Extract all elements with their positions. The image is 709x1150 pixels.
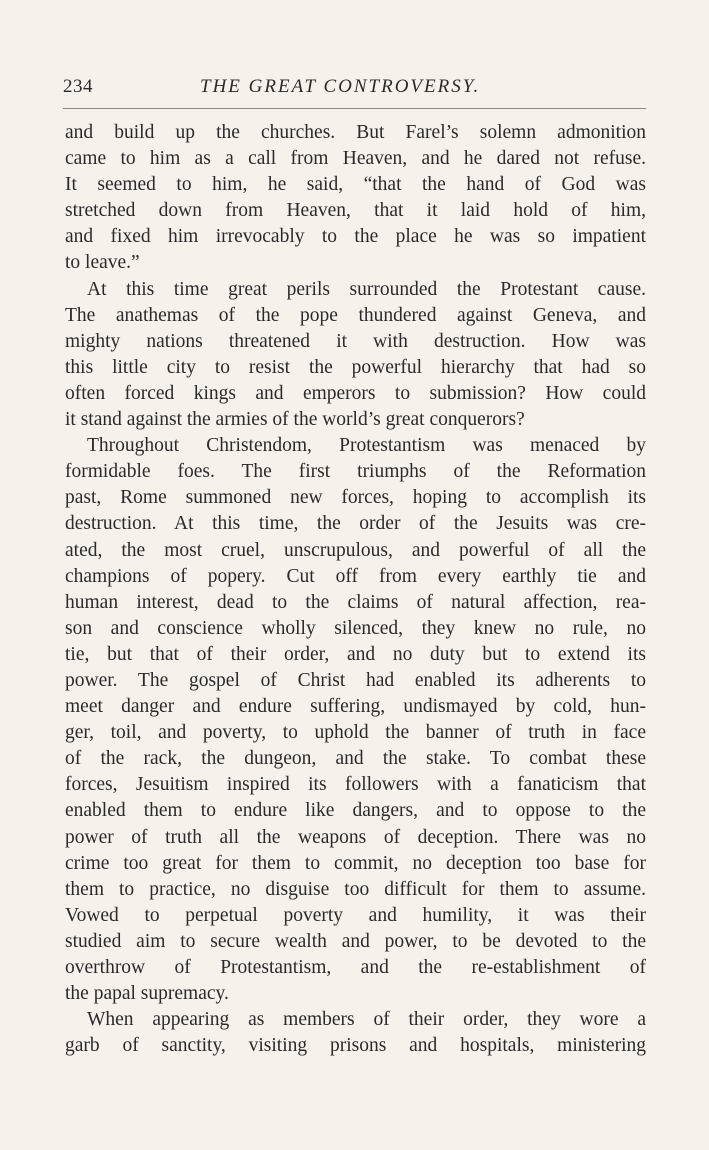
text-line: stretched down from Heaven, that it laid hold of him,	[65, 200, 646, 222]
text-line: champions of popery. Cut off from every earthly tie and	[65, 565, 646, 587]
body-text	[65, 120, 646, 1059]
text-line: When appearing as members of their order, they wore a	[87, 1009, 646, 1031]
text-line: At this time great perils surrounded the Protestant cause.	[87, 278, 646, 300]
text-line: to leave.”	[65, 252, 140, 274]
text-line: past, Rome summoned new forces, hoping to accomplish its	[65, 487, 646, 509]
text-line: garb of sanctity, visiting prisons and hospitals, ministering	[65, 1035, 646, 1057]
text-line: studied aim to secure wealth and power, to be devoted to the	[65, 930, 646, 952]
text-line: this little city to resist the powerful hierarchy that had so	[65, 356, 646, 378]
text-line: and fixed him irrevocably to the place he was so impatient	[65, 226, 646, 248]
text-line: ated, the most cruel, unscrupulous, and powerful of all the	[65, 539, 646, 561]
text-line: forces, Jesuitism inspired its followers with a fanaticism that	[65, 774, 646, 796]
text-line: meet danger and endure suffering, undismayed by cold, hun-	[65, 696, 646, 718]
text-line: ger, toil, and poverty, to uphold the banner of truth in face	[65, 722, 646, 744]
text-line: crime too great for them to commit, no deception too base for	[65, 852, 646, 874]
text-line: enabled them to endure like dangers, and to oppose to the	[65, 800, 646, 822]
text-line: The anathemas of the pope thundered against Geneva, and	[65, 304, 646, 326]
page-header	[63, 76, 646, 102]
text-line: mighty nations threatened it with destruction. How was	[65, 330, 646, 352]
text-line: human interest, dead to the claims of natural affection, rea-	[65, 591, 646, 613]
text-line: tie, but that of their order, and no duty but to extend its	[65, 643, 646, 665]
text-line: It seemed to him, he said, “that the hand of God was	[65, 174, 646, 196]
text-line: and build up the churches. But Farel’s solemn admonition	[65, 122, 646, 143]
text-line: the papal supremacy.	[65, 983, 229, 1005]
page-number: 234	[63, 76, 93, 97]
text-line: them to practice, no disguise too difficult for them to assume.	[65, 878, 646, 900]
running-title: THE GREAT CONTROVERSY.	[200, 76, 481, 97]
text-line: often forced kings and emperors to submission? How could	[65, 382, 646, 404]
text-line: son and conscience wholly silenced, they knew no rule, no	[65, 617, 646, 639]
text-line: came to him as a call from Heaven, and he dared not refuse.	[65, 148, 646, 170]
text-line: power of truth all the weapons of deception. There was no	[65, 826, 646, 848]
text-line: it stand against the armies of the world’s great conquerors?	[65, 409, 525, 431]
text-line: of the rack, the dungeon, and the stake. To combat these	[65, 748, 646, 770]
text-line: destruction. At this time, the order of the Jesuits was cre-	[65, 513, 646, 535]
text-line: overthrow of Protestantism, and the re-establishment of	[65, 957, 646, 978]
text-line: power. The gospel of Christ had enabled its adherents to	[65, 669, 646, 691]
text-line: Throughout Christendom, Protestantism was menaced by	[87, 435, 646, 457]
text-line: Vowed to perpetual poverty and humility, it was their	[65, 904, 646, 926]
header-rule	[63, 108, 646, 109]
text-line: formidable foes. The first triumphs of the Reformation	[65, 461, 646, 483]
